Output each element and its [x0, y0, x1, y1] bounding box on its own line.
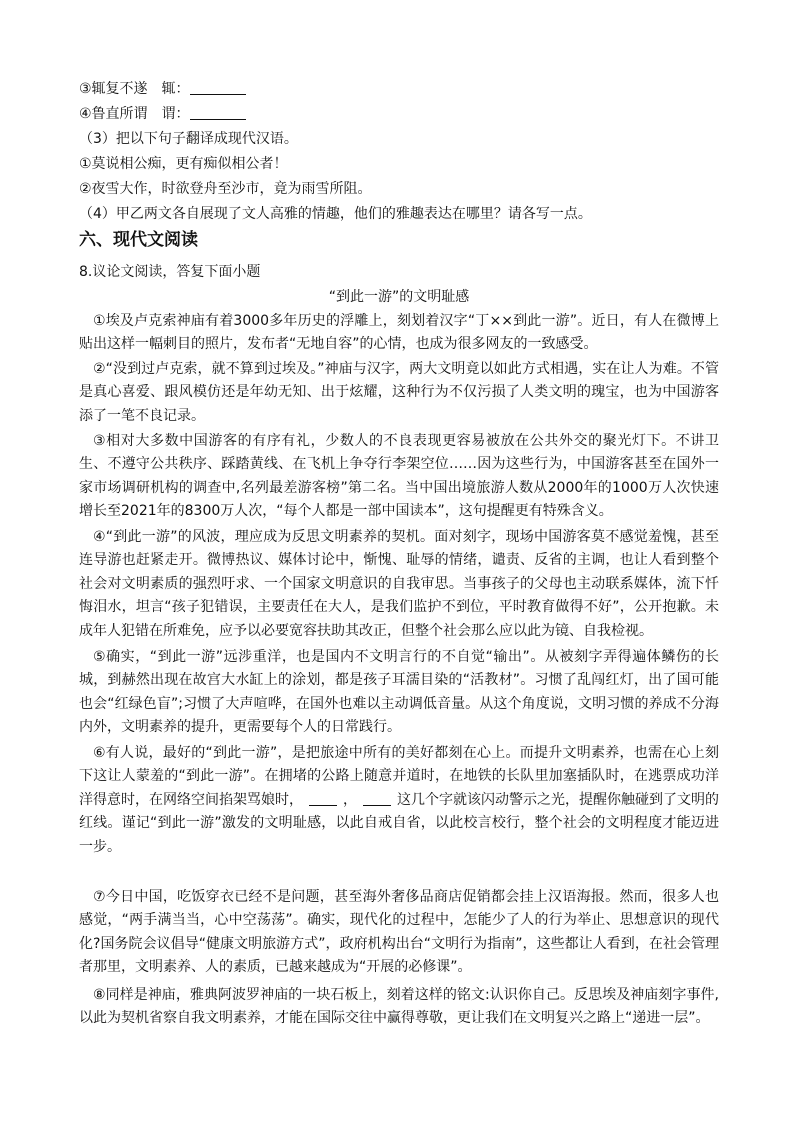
question-item-4-text: ④鲁直所谓 谓：: [79, 106, 190, 122]
article-paragraph-8: ⑧同样是神庙，雅典阿波罗神庙的一块石板上，刻着这样的铭文:认识你自己。反思埃及神庙刻字事件,以此为契机省察自我文明素养，才能在国际交往中赢得尊敬，更让我们在文明复兴之路上“递进一层”。: [79, 987, 719, 1027]
question-item-3: [79, 79, 719, 99]
section-heading: 六、现代文阅读: [79, 230, 198, 250]
article-paragraph-4: ④“到此一游”的风波，理应成为反思文明素养的契机。面对刻字，现场中国游客莫不感觉羞愧，甚至连导游也赶紧走开。微博热议、媒体讨论中，惭愧、耻辱的情绪，谴责、反省的主调，也让人看到整个社会对文明素质的强烈吁求、一个国家文明意识的自我审思。当事孩子的父母也主动联系媒体，流下忏悔泪水，坦言“孩子犯错误，主要责任在大人，是我们监护不到位，平时教育做得不好”，公开抱歉。未成年人犯错在所难免，应予以必要宽容扶助其改正，但整个社会那么应以此为镜、自我检视。: [79, 529, 719, 639]
article-paragraph-2: ②“没到过卢克索，就不算到过埃及。”神庙与汉字，两大文明竟以如此方式相遇，实在让人为难。不管是真心喜爱、跟风模仿还是年幼无知、出于炫耀，这种行为不仅污损了人类文明的瑰宝，也为中国游客添了一笔不良记录。: [79, 361, 719, 424]
paragraph-6-part-1: ⑥有人说，最好的“到此一游”，是把旅途中所有的美好都刻在心上。而提升文明素养，也需在心上刻下这让人蒙羞的“到此一游”。在拥堵的公路上随意并道时，在地铁的长队里加塞插队时，在逃票成功洋洋得意时，在网络空间掐架骂娘时，: [79, 745, 719, 808]
article-paragraph-3: ③相对大多数中国游客的有序有礼，少数人的不良表现更容易被放在公共外交的聚光灯下。不讲卫生、不遵守公共秩序、踩踏黄线、在飞机上争夺行李架空位……因为这些行为，中国游客甚至在国外一家市场调研机构的调查中,名列最差游客榜”第二名。当中国出境旅游人数从2000年的1000万人次快速增长至2021年的8300万人次，“每个人都是一部中国读本”，这句提醒更有特殊含义。: [79, 433, 719, 520]
answer-blank[interactable]: [190, 105, 246, 120]
sub-question-4: （4）甲乙两文各自展现了文人高雅的情趣，他们的雅趣表达在哪里？请各写一点。: [79, 206, 592, 222]
sub-question-3: （3）把以下句子翻译成现代汉语。: [79, 131, 298, 147]
fill-blank-1[interactable]: [309, 791, 337, 806]
question-item-4: [79, 104, 719, 124]
question-intro: 8.议论文阅读，答复下面小题: [79, 264, 261, 280]
paragraph-6-part-2: 这几个字就该闪动警示之光，提醒你触碰到了文明的红线。谨记“到此一游”激发的文明耻感，以此自戒自省，以此校言校行，整个社会的文明程度才能迈进一步。: [79, 791, 719, 855]
article-paragraph-7: ⑦今日中国，吃饭穿衣已经不是问题，甚至海外奢侈品商店促销都会挂上汉语海报。然而，很多人也感觉，“两手满当当，心中空荡荡”。确实，现代化的过程中，怎能少了人的行为举止、思想意识的现代化?国务院会议倡导“健康文明旅游方式”，政府机构出台“文明行为指南”，这些都让人看到，在社会管理者那里，文明素养、人的素质，已越来越成为“开展的必修课”。: [79, 889, 719, 976]
article-title: “到此一游”的文明耻感: [328, 289, 470, 305]
article-paragraph-5: ⑤确实，“到此一游”远涉重洋，也是国内不文明言行的不自觉“输出”。从被刻字弄得遍体鳞伤的长城，到赫然出现在故宫大水缸上的涂划，都是孩子耳濡目染的“活教材”。习惯了乱闯红灯，出了国可能也会“红绿色盲”;习惯了大声喧哗，在国外也难以主动调低音量。从这个角度说，文明习惯的养成不分海内外，文明素养的提升，更需要每个人的日常践行。: [79, 649, 719, 736]
question-item-3-text: ③辄复不遂 辄：: [79, 81, 190, 97]
article-paragraph-6: [79, 742, 719, 862]
translation-sentence-2: ②夜雪大作，时欲登舟至沙市，竟为雨雪所阻。: [79, 181, 372, 197]
answer-blank[interactable]: [190, 80, 246, 95]
paragraph-6-comma: ，: [343, 791, 357, 808]
article-paragraph-1: ①埃及卢克索神庙有着3000多年历史的浮雕上，刻划着汉字“丁××到此一游”。近日，有人在微博上贴出这样一幅刺目的照片，发布者“无地自容”的心情，也成为很多网友的一致感受。: [79, 313, 719, 353]
fill-blank-2[interactable]: [363, 791, 391, 806]
translation-sentence-1: ①莫说相公痴，更有痴似相公者！: [79, 156, 288, 172]
